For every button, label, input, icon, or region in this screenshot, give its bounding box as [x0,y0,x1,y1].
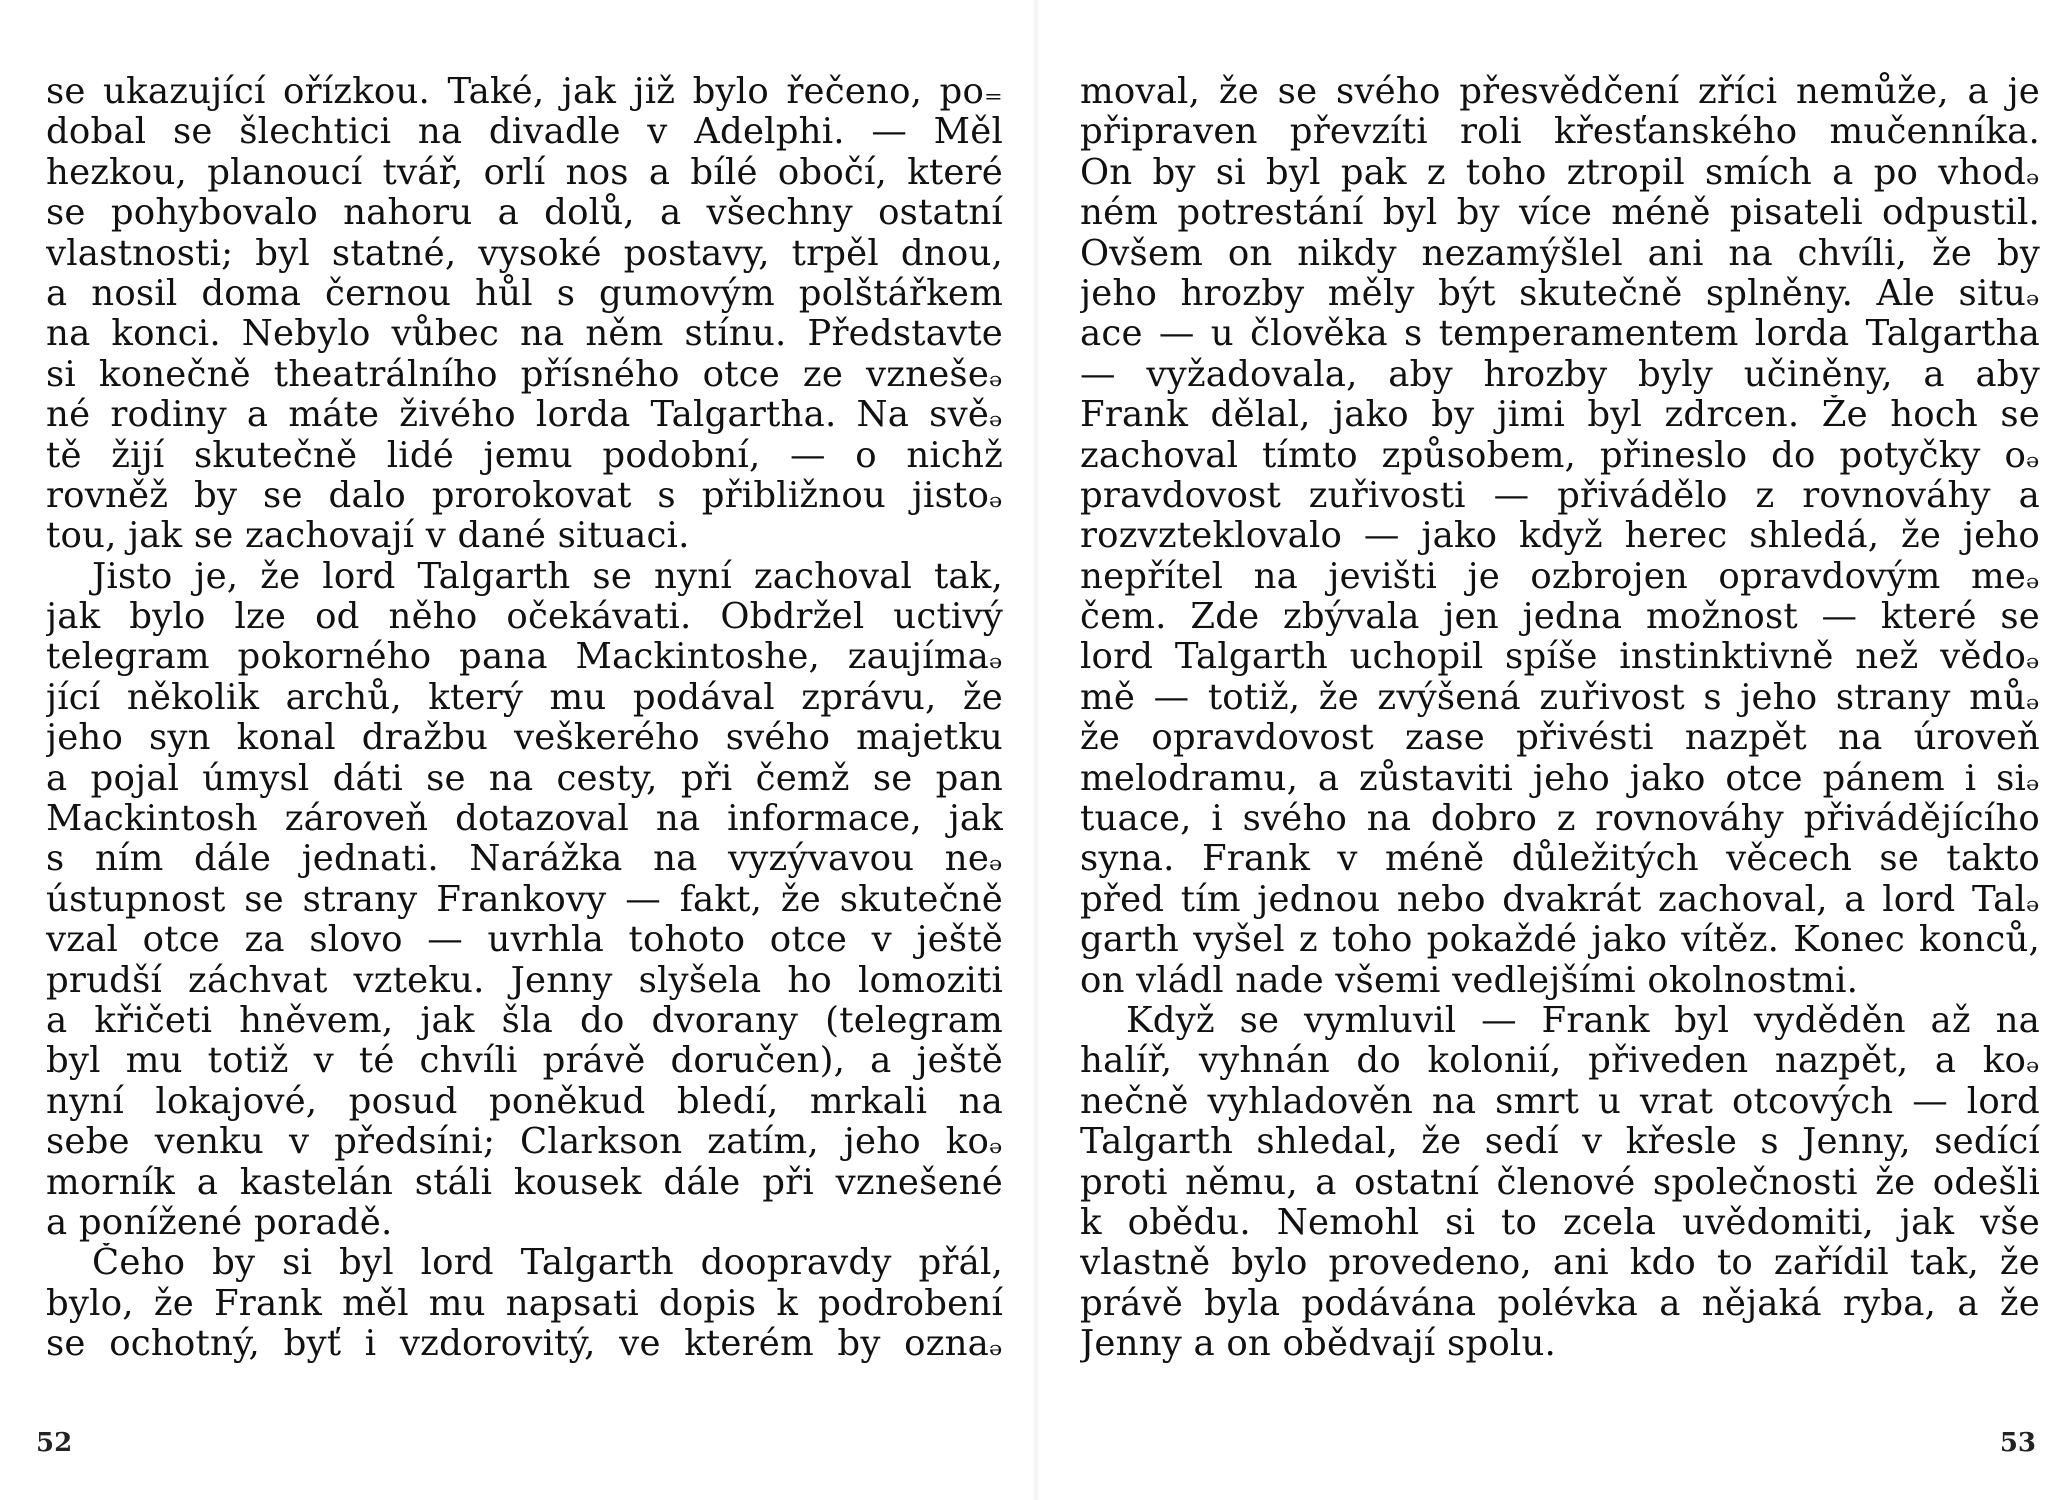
text-line: moval, že se svého přesvědčení zříci nemůže, a je [1080,72,2040,112]
text-line: melodramu, a zůstaviti jeho jako otce pánem i siₔ [1080,758,2040,799]
text-line: tou, jak se zachovají v dané situaci. [46,516,690,557]
text-line: si konečně theatrálního přísného otce ze vznešeₔ [46,354,1003,395]
text-line: tuace, i svého na dobro z rovnováhy přivádějícího [1080,799,2040,840]
text-line: připraven převzíti roli křesťanského mučenníka. [1080,112,2040,153]
text-line: prudší záchvat vzteku. Jenny slyšela ho lomoziti [46,960,1003,1001]
text-line: jak bylo lze od něho očekávati. Obdržel uctivý [46,597,1003,638]
text-line: se ochotný, byť i vzdorovitý, ve kterém by oznaₔ [46,1324,1003,1365]
text-line: syna. Frank v méně důležitých věcech se takto [1080,839,2040,880]
text-line: Mackintosh zároveň dotazoval na informace, jak [46,799,1003,840]
text-line: a nosil doma černou hůl s gumovým polštářkem [46,273,1003,314]
text-line: jeho syn konal dražbu veškerého svého majetku [46,718,1003,759]
left-page-text [46,72,1003,1365]
text-line: právě byla podávána polévka a nějaká ryba, a že [1080,1283,2040,1324]
text-line: Frank dělal, jako by jimi byl zdrcen. Že hoch se [1080,395,2040,436]
text-line: proti němu, a ostatní členové společnosti že odešli [1080,1162,2040,1203]
text-line: morník a kastelán stáli kousek dále při vznešené [46,1162,1003,1203]
text-line: sebe venku v předsíni; Clarkson zatím, jeho koₔ [46,1122,1003,1163]
text-line: lord Talgarth uchopil spíše instinktivně než vědoₔ [1080,637,2040,678]
text-line: s ním dále jednati. Narážka na vyzývavou neₔ [46,839,1003,880]
text-line: mě — totiž, že zvýšená zuřivost s jeho strany můₔ [1080,677,2040,718]
text-line: bylo, že Frank měl mu napsati dopis k podrobení [46,1283,1003,1324]
text-line: a pojal úmysl dáti se na cesty, při čemž se pan [46,758,1003,799]
text-line: Talgarth shledal, že sedí v křesle s Jenny, sedící [1080,1122,2040,1163]
text-line: a křičeti hněvem, jak šla do dvorany (telegram [46,1000,1003,1041]
text-line: se pohybovalo nahoru a dolů, a všechny ostatní [46,193,1003,234]
text-line: halíř, vyhnán do kolonií, přiveden nazpět, a koₔ [1080,1041,2040,1082]
text-line: on vládl nade všemi vedlejšími okolnostmi. [1080,960,1859,1001]
text-line: před tím jednou nebo dvakrát zachoval, a lord Talₔ [1080,879,2040,920]
text-line: nyní lokajové, posud poněkud bledí, mrkali na [46,1081,1003,1122]
text-line: né rodiny a máte živého lorda Talgartha. Na svěₔ [46,395,1003,436]
text-line: ace — u člověka s temperamentem lorda Talgartha [1080,314,2040,355]
text-line: že opravdovost zase přivésti nazpět na úroveň [1080,718,2040,759]
text-line: On by si byl pak z toho ztropil smích a po vhodₔ [1080,152,2040,193]
text-line: tě žijí skutečně lidé jemu podobní, — o nichž [46,435,1003,476]
right-page-number: 53 [1999,1428,2036,1458]
text-line: se ukazující ořízkou. Také, jak již bylo řečeno, po₌ [46,72,1003,112]
text-line: na konci. Nebylo vůbec na něm stínu. Představte [46,314,1003,355]
text-line: ném potrestání byl by více méně pisateli odpustil. [1080,193,2040,234]
text-line: Jisto je, že lord Talgarth se nyní zachoval tak, [92,556,1003,597]
text-line: zachoval tímto způsobem, přineslo do potyčky oₔ [1080,435,2040,476]
text-line: nečně vyhladověn na smrt u vrat otcových — lord [1080,1081,2040,1122]
text-line: rovněž by se dalo prorokovat s přibližnou jistoₔ [46,475,1003,516]
text-line: — vyžadovala, aby hrozby byly učiněny, a aby [1080,354,2040,395]
text-line: byl mu totiž v té chvíli právě doručen), a ještě [46,1041,1003,1082]
text-line: rozvzteklovalo — jako když herec shledá, že jeho [1080,516,2040,557]
text-line: telegram pokorného pana Mackintoshe, zaujímaₔ [46,637,1003,678]
right-page [1036,0,2072,1500]
text-line: Jenny a on obědvají spolu. [1080,1324,1556,1365]
text-line: čem. Zde zbývala jen jedna možnost — které se [1080,597,2040,638]
text-line: Když se vymluvil — Frank byl vyděděn až na [1126,1000,2040,1041]
text-line: Čeho by si byl lord Talgarth doopravdy přál, [92,1243,1003,1284]
text-line: dobal se šlechtici na divadle v Adelphi. — Měl [46,112,1003,153]
text-line: nepřítel na jevišti je ozbrojen opravdovým meₔ [1080,556,2040,597]
text-line: Ovšem on nikdy nezamýšlel ani na chvíli, že by [1080,233,2040,274]
text-line: pravdovost zuřivosti — přivádělo z rovnováhy a [1080,475,2040,516]
text-line: jící několik archů, který mu podával zprávu, že [46,677,1003,718]
text-line: hezkou, planoucí tvář, orlí nos a bílé obočí, které [46,152,1003,193]
text-line: vzal otce za slovo — uvrhla tohoto otce v ještě [46,920,1003,961]
text-line: vlastně bylo provedeno, ani kdo to zařídil tak, že [1080,1243,2040,1284]
text-line: ústupnost se strany Frankovy — fakt, že skutečně [46,879,1003,920]
left-page-number: 52 [36,1428,73,1458]
text-line: k obědu. Nemohl si to zcela uvědomiti, jak vše [1080,1202,2040,1243]
text-line: garth vyšel z toho pokaždé jako vítěz. Konec konců, [1080,920,2040,961]
text-line: a ponížené poradě. [46,1202,393,1243]
text-line: vlastnosti; byl statné, vysoké postavy, trpěl dnou, [46,233,1003,274]
text-line: jeho hrozby měly být skutečně splněny. Ale situₔ [1080,273,2040,314]
right-page-text [1080,72,2040,1365]
